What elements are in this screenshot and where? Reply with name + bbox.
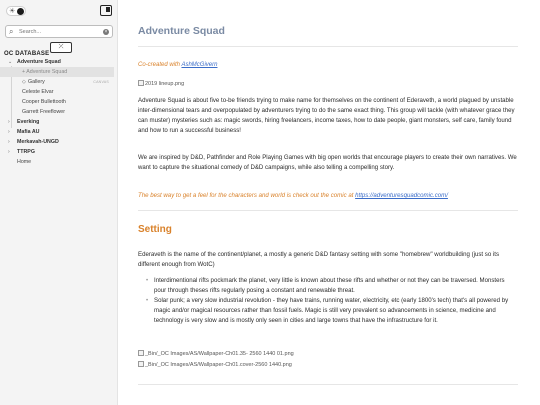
setting-bullets [146,276,518,326]
sun-icon: ☀ [9,8,16,15]
co-created-line [138,62,217,68]
chevron-right-icon: › [8,149,10,155]
tree-folder-mafia-au[interactable] [0,127,118,137]
tree-label: TTRPG [17,149,35,155]
tree-item-plus-adventure-squad[interactable] [0,67,114,77]
tree-folder-everking[interactable] [0,117,118,127]
chevron-down-icon: ⌄ [8,59,13,65]
co-creator-link[interactable]: AshMcGivern [181,62,218,68]
toggle-knob [17,8,24,15]
broken-image-wallpaper-2 [138,361,292,369]
tree-folder-merkavah[interactable] [0,137,118,147]
sidebar-panel-icon[interactable] [100,5,112,16]
database-title: OC DATABASE [4,51,50,57]
tree-label: Gallery [28,79,45,85]
tree-item-gallery[interactable] [0,77,118,87]
image-alt-text: 2019 lineup.png [145,81,185,87]
image-alt-text: _Bin/_OC Images/AS/Wallpaper-Ch01.35- 2560 1440 01.png [145,351,294,357]
theme-toggle[interactable] [6,6,26,16]
tree-item-cooper[interactable] [0,97,118,107]
chevron-right-icon: › [8,129,10,135]
file-type-badge: CANVAS [93,80,109,84]
database-header [4,42,114,57]
divider [138,210,518,211]
broken-image-icon [138,361,144,367]
tree-item-celeste[interactable] [0,87,118,97]
image-alt-text: _Bin/_OC Images/AS/Wallpaper-Ch01.cover-2560 1440.png [145,362,292,368]
tree-label: Home [17,159,32,165]
search-input[interactable] [19,27,99,37]
clear-icon[interactable]: × [104,28,108,35]
broken-image-lineup [138,80,184,88]
sidebar [0,0,118,405]
comic-text: The best way to get a feel for the characters and world is check out the comic at [138,192,356,199]
comic-paragraph [138,191,518,201]
broken-image-wallpaper-1 [138,350,294,358]
canvas-icon: ◇ [22,79,26,85]
broken-image-icon [138,350,144,356]
chevron-right-icon: › [8,119,10,125]
tree-label: Adventure Squad [17,59,61,65]
comic-link[interactable]: https://adventuresquadcomic.com/ [355,192,448,199]
list-item: • Interdimentional rifts pockmark the planet, very little is known about these rifts and whether or not they can be traversed. Monsters pour through theses rifts regularly posing a constant and renewable threat. [146,276,518,296]
tree-label: + Adventure Squad [22,69,68,75]
note-content [138,0,518,405]
setting-paragraph: Ederaveth is the name of the continent/planet, a mostly a generic D&D fantasy setting with some "homebrew" worldbuilding (just so its different enough from WotC) [138,251,499,268]
search-box[interactable] [5,25,113,38]
tree-label: Garrett Freeflower [22,109,65,115]
tree-label: Cooper Bullettooth [22,99,66,105]
file-tree [0,57,118,167]
tree-item-home[interactable] [0,157,118,167]
divider [138,46,518,47]
chevron-right-icon: › [8,139,10,145]
tree-label: Everking [17,119,40,125]
tree-item-garrett[interactable] [0,107,118,117]
search-icon: ⌕ [9,27,14,36]
intro-paragraph-2: We are inspired by D&D, Pathfinder and Role Playing Games with big open worlds that encourage players to create their own narratives. We want to capture the situational comedy of D&D campaigns, while also telling a compelling story. [138,154,517,171]
list-item: • Solar punk; a very slow industrial revolution - they have trains, running water, electricity, etc (early 1800's tech) that's all powered by magic and/or magical resources rather than fossil fuels. Magic is still very prevalent so advancements in science, medicine and technology is very slow and is mostly only seen in cities and large towns that have the infrastructure for it. [146,296,518,326]
co-created-prefix: Co-created with [138,62,182,68]
divider [138,384,518,385]
tree-label: Celeste Elvar [22,89,54,95]
collapse-all-button[interactable]: ⤫ [50,42,72,53]
sidebar-top-row [6,5,112,17]
tree-label: Merkavah-UNGD [17,139,59,145]
tree-label: Mafia AU [17,129,40,135]
broken-image-icon [138,80,144,86]
tree-folder-ttrpg[interactable] [0,147,118,157]
setting-heading: Setting [138,224,172,235]
tree-folder-adventure-squad[interactable] [0,57,118,67]
intro-paragraph-1: Adventure Squad is about five to-be friends trying to make name for themselves on the continent of Ederaveth, a world plagued by unstable inter-dimensional tears and overpopulated by adventurers trying to do the same exact thing. This group will tackle (with whatever grace they can muster) mysteries such as: magic swords, hiring freelancers, income taxes, how to date people, giant monsters, self care, family found and how to run a successful business! [138,97,515,134]
page-title: Adventure Squad [138,25,225,37]
